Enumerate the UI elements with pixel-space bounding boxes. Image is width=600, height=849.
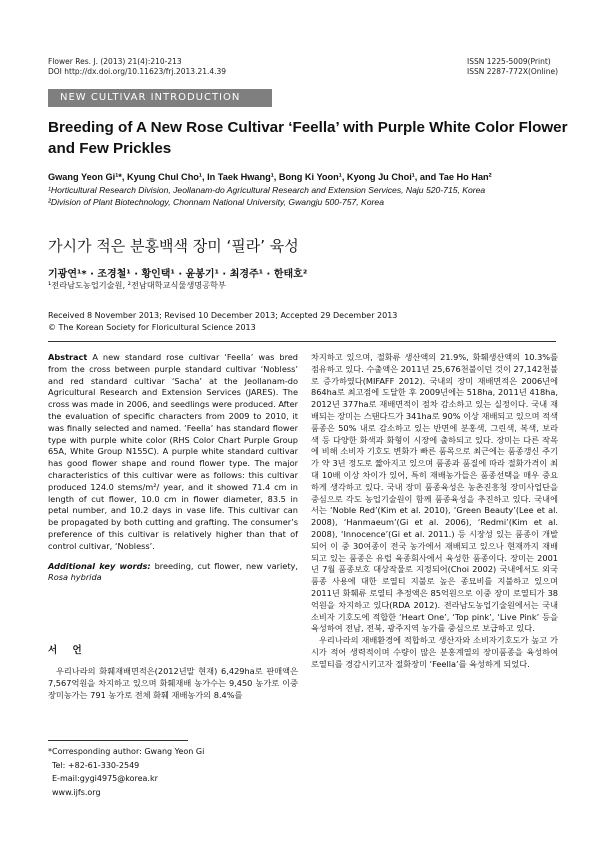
affiliation-2: ²Division of Plant Biotechnology, Chonnam National University, Gwangju 500-757, Korea [48,197,384,207]
abstract-block [48,352,298,584]
korean-affiliations: ¹전라남도농업기술원, ²전남대학교식물생명공학부 [48,280,226,290]
abstract-text: A new standard rose cultivar ‘Feella’ was bred from the cross between purple standard cultivar ‘Nobless’ and red standard cultivar ‘Sacha’ at the Jeollanam-do Agricultural Research and Extension Services (JARES). The cross was made in 2006, and seedlings were produced. After the evaluation of specific characters from 2009 to 2010, it was finally selected and named. ‘Feella’ has standard flower type with purple white color (RHS Color Chart Purple Group 65A, White Group N155C). A purple white standard cultivar has good flower shape and round flower type. The major characteristics of this cultivar were as follows: this cultivar produced 124.0 stems/m²/ year, and it showed 71.4 cm in length of cut flower, 10.0 cm in flower diameter, 83.5 in petal number, and 10.2 days in vase life. This cultivar can be propagated by both cutting and grafting. The consumer’s preference of this cultivar is relatively higher than that of control cultivar, ‘Nobless’. [48,352,298,551]
right-column-text [311,352,558,671]
article-dates [48,310,397,334]
issn-online: ISSN 2287-772X(Online) [467,67,559,76]
journal-citation: Flower Res. J. (2013) 21(4):210-213 [48,57,182,66]
korean-authors: 기광연¹* · 조경철¹ · 황인택¹ · 윤봉기¹ · 최경주¹ · 한태호² [48,269,308,280]
corresponding-author-block [48,745,204,799]
abstract-label: Abstract [48,352,88,362]
keywords-label: Additional key words: [48,560,151,571]
keywords-species: Rosa hybrida [48,572,102,583]
copyright: © The Korean Society for Floricultural Science 2013 [48,323,256,332]
footnote-divider [48,740,188,741]
received-dates: Received 8 November 2013; Revised 10 December 2013; Accepted 29 December 2013 [48,311,398,320]
author-list: Gwang Yeon Gi¹*, Kyung Chul Cho¹, In Taek Hwang¹, Bong Ki Yoon¹, Kyong Ju Choi¹, and Tae Ho Han² [48,172,492,182]
right-paragraph-2: 우리나라의 재배환경에 적합하고 생산자와 소비자기호도가 높고 가시가 적어 생력적이며 수량이 많은 분홍계열의 장미품종을 육성하여 로열티를 경감시키고자 절화장미 ‘Feella’를 육성하게 되었다. [311,635,558,669]
intro-text: 우리나라의 화훼재배면적은(2012년말 현재) 6,429ha로 판매액은 7,567억원을 차지하고 있으며 화훼재배 농가수는 9,450 농가로 이중 장미농가는 791 농가로 전체 화훼 재배농가의 8.4%를 [48,666,298,700]
keywords-text: breeding, cut flower, new variety, [154,560,298,571]
article-type-banner: NEW CULTIVAR INTRODUCTION [48,89,272,107]
header-divider [48,341,556,342]
journal-website[interactable]: www.ijfs.org [52,787,101,797]
corresponding-tel: Tel: +82-61-330-2549 [52,760,140,770]
article-title: Breeding of A New Rose Cultivar ‘Feella’ with Purple White Color Flower and Few Prickles [48,119,568,157]
section-heading-introduction: 서 언 [48,645,88,656]
corresponding-author: *Corresponding author: Gwang Yeon Gi [48,747,205,756]
affiliation-1: ¹Horticultural Research Division, Jeollanam-do Agricultural Research and Extension Services, Naju 520-715, Korea [48,185,486,195]
corresponding-email: E-mail:gygi4975@korea.kr [52,774,158,783]
issn-print: ISSN 1225-5009(Print) [467,57,551,66]
korean-title: 가시가 적은 분홍백색 장미 ‘필라’ 육성 [48,237,299,255]
doi-line: DOI http://dx.doi.org/10.11623/frj.2013.21.4.39 [48,67,227,76]
intro-paragraph-left [48,666,298,701]
right-paragraph-1: 차지하고 있으며, 절화류 생산액의 21.9%, 화훼생산액의 10.3%를 점유하고 있다. 수출액은 2011년 25,676천불이던 것이 27,142천불로 증가하였다(MIFAFF 2012). 국내의 장미 재배면적은 2006년에 864ha로 최고점에 도달한 후 2009년에는 518ha, 2011년 418ha, 2012년 377ha로 재배면적이 점차 감소하고 있는 실정이다. 국내 재배되는 장미는 스탠다드가 341ha로 90% 이상 재배되고 있으며 적색품종은 50% 내로 감소하고 있는 반면에 분홍색, 그린색, 복색, 보라색 등 다양한 화색과 화형이 시장에 출하되고 있다. 장미는 다른 작목에 비해 소비자 기호도 변화가 빠른 품목으로 최근에는 품종갱신 주기가 약 3년 정도로 짧아지고 있으며 품종과 품질에 따라 절화가격이 최대 10배 이상 차이가 있어, 특히 재배농가들은 품종선택을 매우 중요하게 생각하고 있다. 국내 장미 품종육성은 농촌진흥청 장미사업단을 중심으로 각도 농업기술원이 함께 품종육성을 추진하고 있다. 국내에서는 ‘Noble Red’(Kim et al. 2010), ‘Green Beauty’(Lee et al. 2008), ‘Hanmaeum’(Gi et al. 2006), ‘Redmi’(Kim et al. 2008), ‘Innocence’(Gi et al. 2011.) 등 시장성 있는 품종이 개발되어 이 중 30여종이 전국 농가에서 재배되고 있으나 현재까지 재배되고 있는 품종은 유럽 육종회사에서 육성한 품종이다. 장미는 2001년 7월 품종보호 대상작물로 지정되어(Choi 2002) 국내에서도 외국 품종 사용에 대한 로열티 지불로 높은 종묘비를 지불하고 있으며 2011년 화훼류 로열티 추정액은 85억원으로 이중 장미 로열티가 38억원을 차지하고 있다(RDA 2012). 전라남도농업기술원에서는 국내 소비자 기호도에 적합한 ‘Heart One’, ‘Top pink’, ‘Live Pink’ 등을 육성하여 전남, 전북, 광주지역 농가를 중심으로 보급하고 있다. [311,352,558,634]
